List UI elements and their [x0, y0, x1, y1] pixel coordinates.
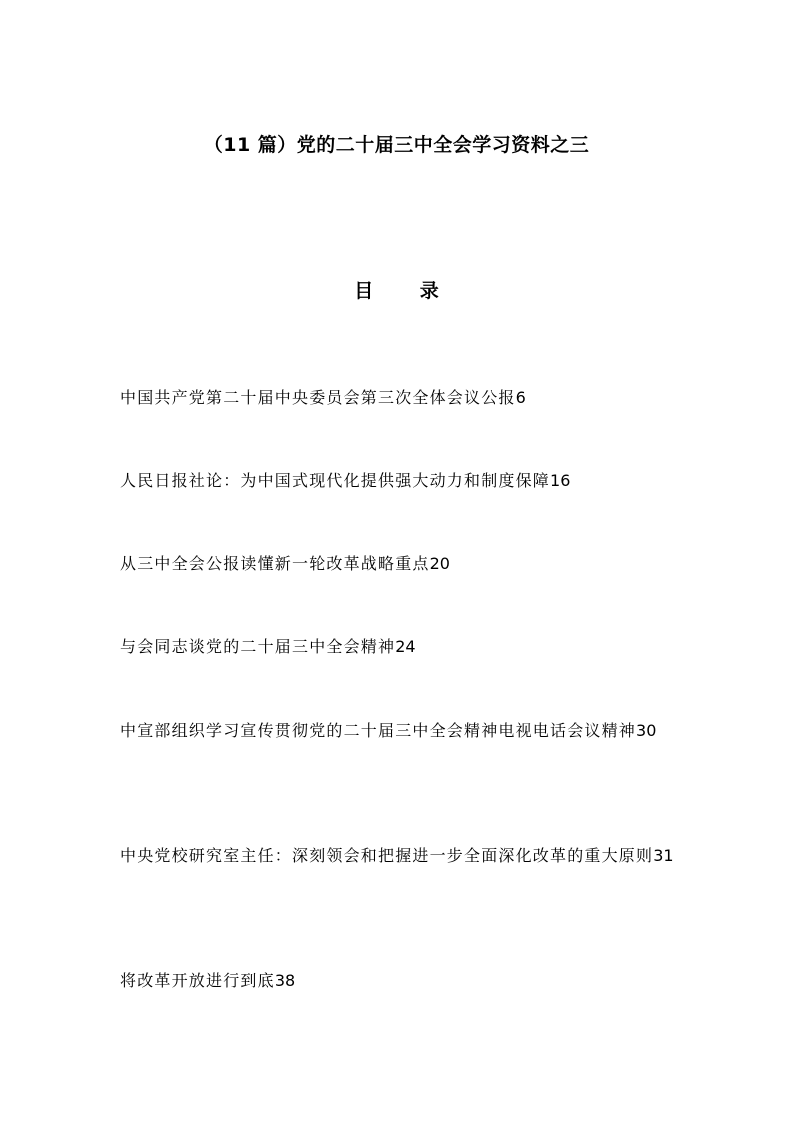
toc-entry[interactable]	[120, 961, 680, 1001]
toc-entry-title: 与会同志谈党的二十届三中全会精神	[120, 637, 396, 656]
toc-entry-page: 30	[636, 721, 657, 740]
toc-entry-page: 38	[274, 971, 296, 990]
toc-entry-page: 31	[653, 846, 674, 865]
toc-entry-page: 16	[550, 471, 571, 490]
toc-entry-page: 20	[429, 554, 450, 573]
toc-entry[interactable]	[120, 627, 680, 667]
toc-entry-title: 人民日报社论：为中国式现代化提供强大动力和制度保障	[120, 471, 551, 490]
toc-heading: 目 录	[354, 280, 459, 302]
toc-entry[interactable]	[120, 836, 680, 876]
toc-entry-page: 24	[395, 637, 416, 656]
toc-entry-page: 6	[515, 388, 526, 407]
toc-entry-title: 从三中全会公报读懂新一轮改革战略重点	[120, 554, 430, 573]
document-title: （11 篇）党的二十届三中全会学习资料之三	[203, 134, 590, 156]
toc-entry[interactable]	[120, 378, 680, 418]
toc-entry[interactable]	[120, 711, 680, 751]
toc-entry-title: 中央党校研究室主任：深刻领会和把握进一步全面深化改革的重大原则	[120, 846, 654, 865]
toc-entry-title: 中宣部组织学习宣传贯彻党的二十届三中全会精神电视电话会议精神	[120, 721, 637, 740]
toc-entry-title: 将改革开放进行到底	[120, 971, 275, 990]
toc-entry[interactable]	[120, 544, 680, 584]
toc-entry[interactable]	[120, 461, 680, 501]
toc-entry-title: 中国共产党第二十届中央委员会第三次全体会议公报	[120, 388, 516, 407]
